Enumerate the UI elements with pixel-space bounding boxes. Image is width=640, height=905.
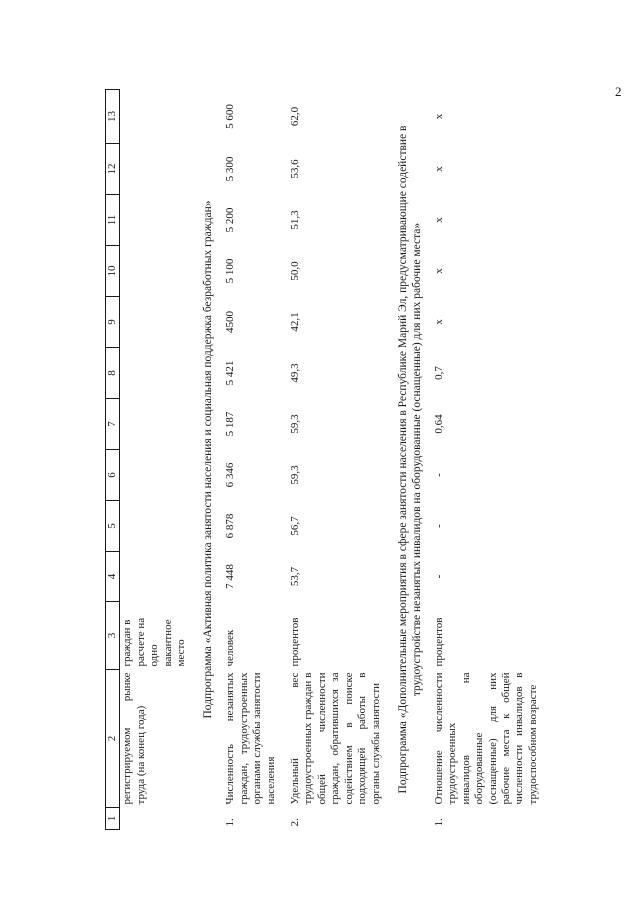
section-title: Подпрограмма «Дополнительные мероприятия в сфере занятости населения в Республике Марий Эл, предусматривающие содействие в трудоустройстве незанятых инвалидов на оборудованные (оснащенные) для них рабочие места» (396, 125, 423, 794)
header-cell: 7 (106, 399, 120, 450)
header-cell: 11 (106, 195, 120, 246)
unit-cell: процентов (289, 617, 302, 667)
header-cell: 9 (106, 297, 120, 348)
value-cell: 6 878 (224, 513, 237, 539)
value-cell: 5 421 (224, 360, 237, 386)
page-number: 2 (615, 84, 622, 99)
value-cell: 5 187 (224, 411, 237, 437)
header-cell: 4 (106, 552, 120, 602)
value-cell: x (432, 113, 445, 120)
value-cell: 5 300 (224, 156, 237, 182)
value-cell: 0,64 (432, 414, 445, 434)
row-number (120, 808, 190, 830)
unit-cell: процентов (432, 617, 445, 667)
header-row (106, 90, 120, 830)
section-title-row (189, 90, 223, 830)
header-cell: 5 (106, 501, 120, 552)
value-cell: 0,7 (432, 366, 445, 380)
value-cell: 51,3 (289, 210, 302, 230)
value-cell: 5 100 (224, 258, 237, 284)
table-row (279, 90, 384, 830)
value-cell: x (432, 217, 445, 223)
header-cell: 12 (106, 144, 120, 195)
header-cell: 8 (106, 348, 120, 399)
value-cell: x (432, 166, 445, 172)
indicator-name: Удельный вес трудоустроенных граждан в общей численности граждан, обратившихся за содействием в поиске подходящей работы в органы службы занятости (289, 672, 382, 805)
section-title: Подпрограмма «Активная политика занятости населения и социальная поддержка безработных граждан» (202, 200, 215, 719)
value-cell: - (432, 473, 445, 477)
indicator-name: Отношение численности трудоустроенных инвалидов на оборудованные (оснащенные) для них рабочие места к общей численности инвалидов в трудоспособном возрасте (432, 672, 539, 805)
value-cell: 4500 (224, 311, 237, 333)
header-cell: 3 (106, 602, 120, 670)
value-cell: x (432, 319, 445, 325)
value-cell: 5 600 (224, 104, 237, 129)
empty-values (120, 90, 190, 602)
table-row (120, 90, 190, 830)
value-cell: 5 200 (224, 207, 237, 233)
value-cell: 53,7 (289, 566, 302, 587)
table-row (223, 90, 279, 830)
value-cell: 50,0 (289, 261, 302, 281)
header-cell: 13 (106, 90, 120, 144)
value-cell: - (432, 574, 445, 579)
value-cell: 62,0 (289, 106, 302, 127)
unit-cell: граждан в расчете на одно вакантное место (121, 617, 188, 667)
indicator-name: регистрируемом рынке труда (на конец года) (121, 672, 147, 805)
value-cell: 6 346 (224, 462, 237, 488)
unit-cell: человек (224, 629, 237, 667)
row-number: 1. (432, 818, 445, 827)
row-number: 1. (224, 818, 237, 827)
value-cell: - (432, 524, 445, 528)
value-cell: 53,6 (289, 159, 302, 179)
value-cell: 56,7 (289, 516, 302, 536)
header-cell: 10 (106, 246, 120, 297)
value-cell: 42,1 (289, 312, 302, 332)
header-cell: 1 (106, 808, 120, 830)
value-cell: 59,3 (289, 414, 302, 434)
table-row (432, 90, 541, 830)
indicator-table-sheet (105, 90, 539, 830)
value-cell: 7 448 (224, 564, 237, 589)
value-cell: x (432, 268, 445, 274)
value-cell: 49,3 (289, 363, 302, 383)
indicator-name: Численность незанятых граждан, трудоустроенных органами службы занятости населения (224, 672, 277, 805)
header-cell: 6 (106, 450, 120, 501)
value-cell: 59,3 (289, 465, 302, 485)
header-cell: 2 (106, 670, 120, 808)
section-title-row (384, 90, 432, 830)
indicator-table (105, 89, 541, 830)
row-number: 2. (289, 818, 302, 827)
